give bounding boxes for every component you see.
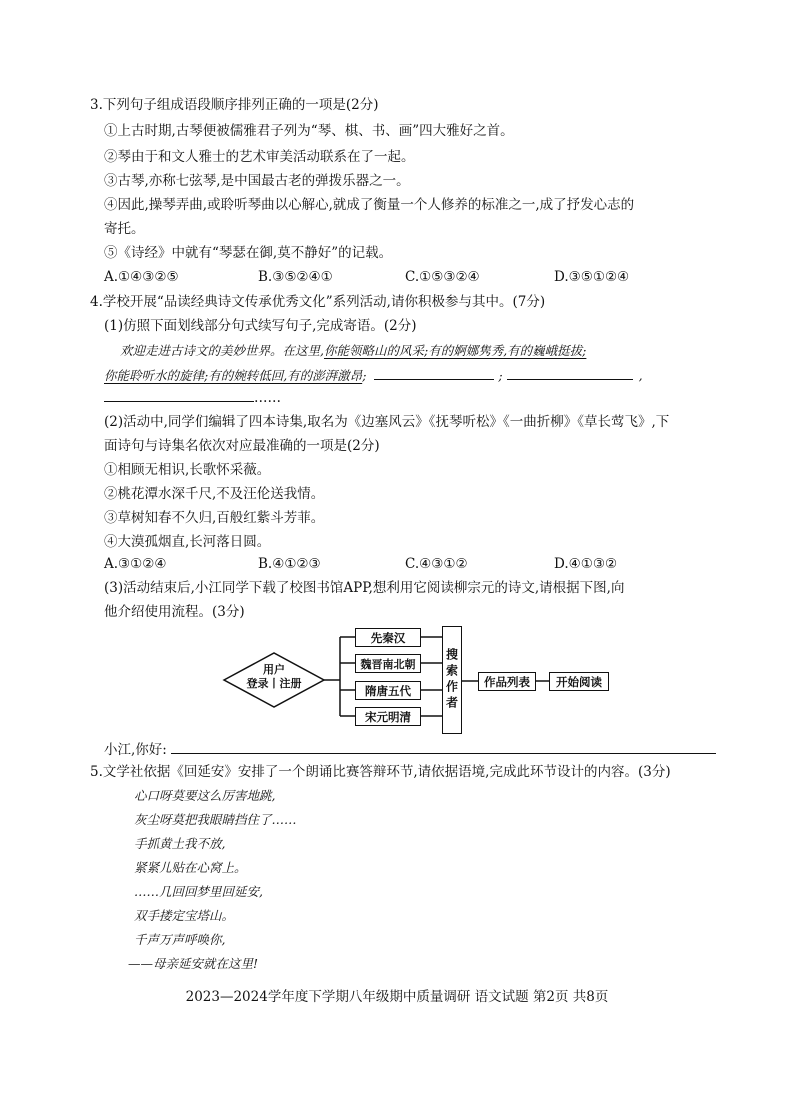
flow-era-1: 先秦汉 [355,628,421,647]
q3-sentence-4a: ④因此,操琴弄曲,或聆听琴曲以心解心,就成了衡量一个人修养的标准之一,成了抒发心志的 [104,197,635,213]
q5-poem-line-7: 千声万声呼唤你, [134,932,226,947]
q3-title: 3.下列句子组成语段顺序排列正确的一项是(2分) [90,97,379,113]
q3-option-c: C.①⑤③②④ [405,269,480,285]
q4-part2-title-a: (2)活动中,同学们编辑了四本诗集,取名为《边塞风云》《抚琴听松》《一曲折柳》《草长莺飞》,下 [104,414,670,430]
q4-option-b: B.④①②③ [258,556,321,572]
q3-sentence-1: ①上古时期,古琴便被儒雅君子列为“琴、棋、书、画”四大雅好之首。 [104,123,514,139]
q4-part3-title-a: (3)活动结束后,小江同学下载了校图书馆APP,想利用它阅读柳宗元的诗文,请根据下图,向 [104,580,625,596]
q4-part3-title-b: 他介绍使用流程。(3分) [104,604,245,620]
q4-part1-title: (1)仿照下面划线部分句式续写句子,完成寄语。(2分) [104,318,417,334]
flow-search-author: 搜索作者 [442,626,462,734]
q4-part1-sep1: ; [362,368,367,383]
q3-option-b: B.③⑤②④① [258,269,333,285]
flow-works-list: 作品列表 [478,672,536,691]
q4-part1-model-a: 你能领略山的风采;有的婀娜隽秀,有的巍峨挺拔; [323,343,587,358]
q5-poem-line-4: 紧紧儿贴在心窝上。 [134,860,247,875]
q4-answer-line [104,741,716,758]
q4-poem-1: ①相顾无相识,长歌怀采薇。 [104,462,271,478]
q4-part2-title-b: 面诗句与诗集名依次对应最准确的一项是(2分) [104,438,380,454]
q4-poem-2: ②桃花潭水深千尺,不及汪伦送我情。 [104,486,325,502]
q4-title: 4.学校开展“品读经典诗文传承优秀文化”系列活动,请你积极参与其中。(7分) [90,294,546,310]
q4-part1-sep3: , [638,368,643,383]
q5-poem-line-6: 双手搂定宝塔山。 [134,908,235,923]
q4-option-d: D.④①③② [554,556,618,572]
q4-poem-3: ③草树知春不久归,百般红紫斗芳菲。 [104,510,325,526]
flow-user-label [244,663,304,691]
q4-option-c: C.④③①② [405,556,468,572]
q4-part1-ellipsis: …… [254,390,281,406]
q5-title: 5.文学社依据《回延安》安排了一个朗诵比赛答辩环节,请依据语境,完成此环节设计的内容。(3分) [90,764,671,780]
flow-era-3: 隋唐五代 [355,681,421,700]
q3-option-a: A.①④③②⑤ [104,269,179,285]
q5-poem-line-3: 手抓黄土我不放, [134,836,226,851]
q5-poem-line-1: 心口呀莫要这么厉害地跳, [134,788,276,803]
q4-answer-blank[interactable] [171,741,716,754]
q3-sentence-4b: 寄托。 [104,221,145,237]
flow-user-text: 用户 [263,663,285,676]
q4-part1-sep2: ; [498,368,503,383]
q5-poem-line-5: ……几回回梦里回延安, [134,884,263,899]
q4-part1-model-b: 你能聆听水的旋律;有的婉转低回,有的澎湃激昂 [104,368,363,383]
q4-answer-prefix: 小江,你好: [104,742,167,758]
q4-option-a: A.③①②④ [104,556,167,572]
flow-era-4: 宋元明清 [355,707,421,726]
flow-era-2: 魏晋南北朝 [355,654,421,673]
q3-option-d: D.③⑤①②④ [554,269,630,285]
q4-poem-4: ④大漠孤烟直,长河落日圆。 [104,534,271,550]
q3-sentence-5: ⑤《诗经》中就有“琴瑟在御,莫不静好”的记载。 [104,245,393,261]
q5-poem-line-8: ——母亲延安就在这里! [128,956,259,971]
page-footer: 2023—2024学年度下学期八年级期中质量调研 语文试题 第2页 共8页 [185,989,609,1005]
q5-poem-line-2: 灰尘呀莫把我眼睛挡住了…… [134,812,297,827]
flow-login-text: 登录丨注册 [246,677,302,690]
q3-sentence-2: ②琴由于和文人雅士的艺术审美活动联系在了一起。 [104,149,415,165]
q4-part1-intro: 欢迎走进古诗文的美妙世界。在这里, [120,343,324,358]
q3-sentence-3: ③古琴,亦称七弦琴,是中国最古老的弹拨乐器之一。 [104,173,410,189]
flow-start-reading: 开始阅读 [549,672,609,691]
